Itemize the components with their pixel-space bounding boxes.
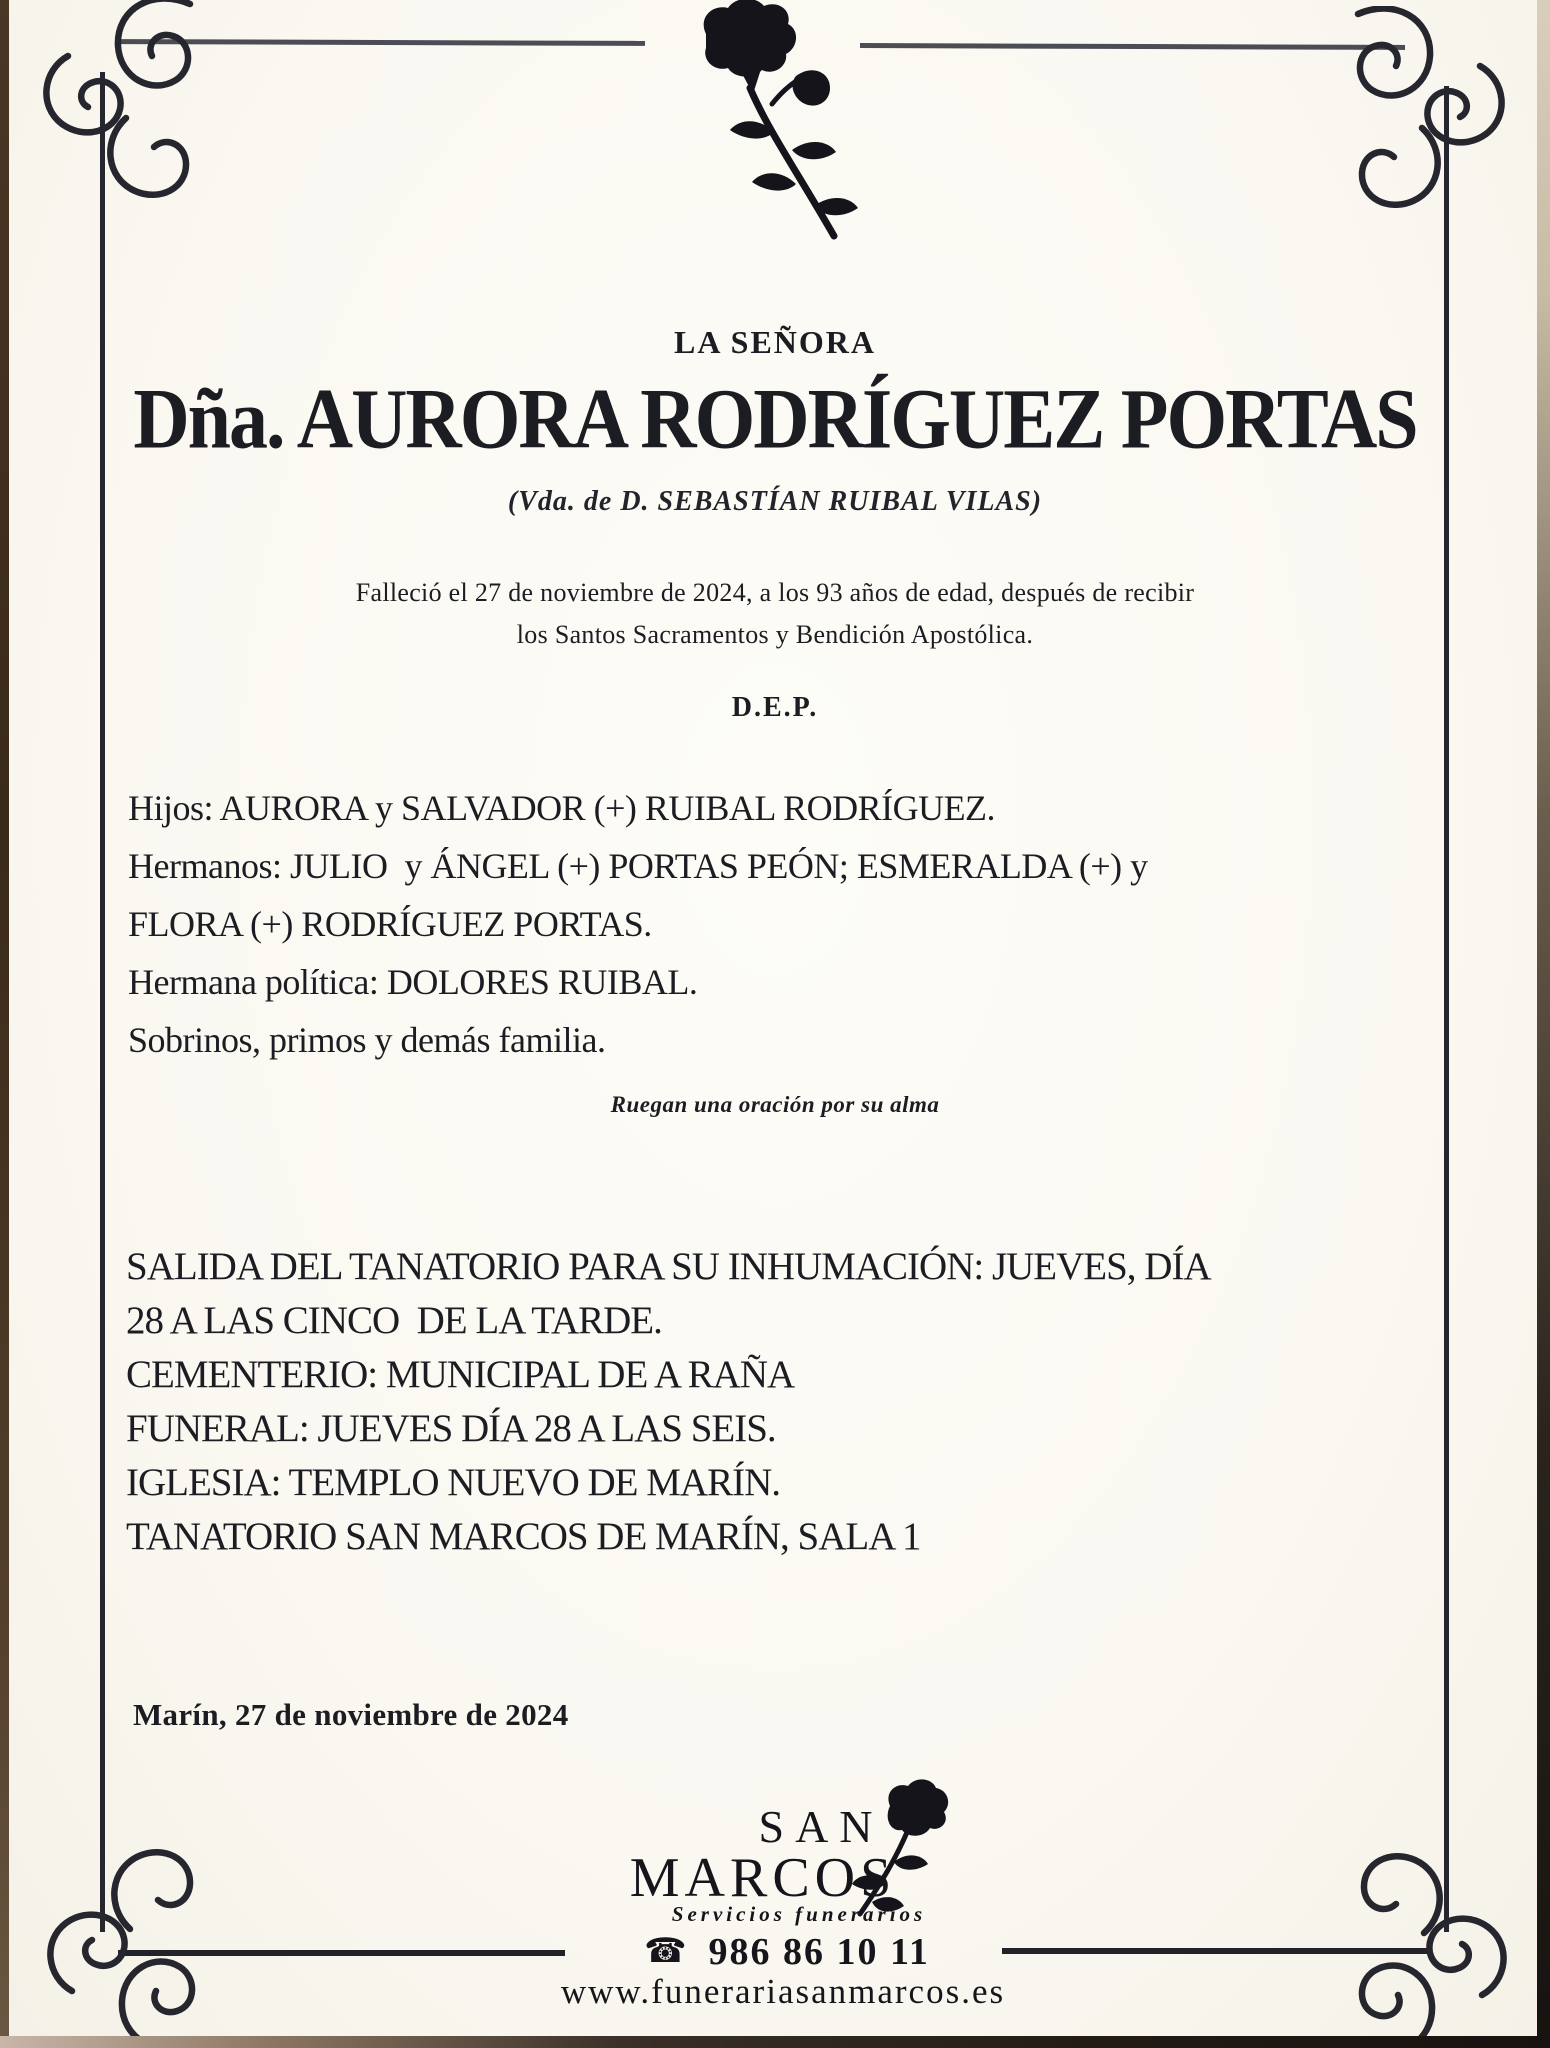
death-notice-line: los Santos Sacramentos y Bendición Apostólica. (516, 620, 1034, 649)
family-line: Sobrinos, primos y demás familia. (128, 1020, 606, 1060)
rip-abbreviation: D.E.P. (731, 692, 819, 723)
corner-flourish-ornament (38, 0, 238, 201)
service-line: 28 A LAS CINCO DE LA TARDE. (126, 1299, 662, 1342)
funeral-home-website: www.funerariasanmarcos.es (560, 1972, 1006, 2011)
funeral-home-name-bottom: MARCOS (629, 1847, 897, 1909)
funeral-home-phone-row (12, 1930, 1550, 1974)
service-line: FUNERAL: JUEVES DÍA 28 A LAS SEIS. (126, 1407, 776, 1450)
death-notice-line: Falleció el 27 de noviembre de 2024, a los 93 años de edad, después de recibir (355, 578, 1195, 607)
phone-icon: ☎ (644, 1931, 689, 1971)
family-line: Hermanos: JULIO y ÁNGEL (+) PORTAS PEÓN; ESMERALDA (+) y (128, 846, 1148, 886)
funeral-home-tagline: Servicios funerarios (671, 1902, 927, 1926)
family-line: FLORA (+) RODRÍGUEZ PORTAS. (128, 904, 652, 944)
deceased-name: Dña. AURORA RODRÍGUEZ PORTAS (133, 370, 1417, 467)
phone-number: 986 86 10 11 (708, 1931, 930, 1973)
death-notice (105, 572, 1445, 656)
border-line-right (1444, 86, 1449, 1932)
family-line: Hijos: AURORA y SALVADOR (+) RUIBAL RODRÍGUEZ. (128, 788, 996, 828)
widow-note: (Vda. de D. SEBASTÍAN RUIBAL VILAS) (507, 486, 1043, 517)
service-line: IGLESIA: TEMPLO NUEVO DE MARÍN. (126, 1461, 780, 1504)
funeral-home-name-top: SAN (758, 1801, 884, 1852)
prayer-request: Ruegan una oración por su alma (610, 1092, 940, 1117)
service-details (126, 1240, 1426, 1564)
scan-edge-left (0, 0, 9, 2048)
scan-edge-bottom (0, 2036, 1550, 2048)
place-and-date: Marín, 27 de noviembre de 2024 (133, 1697, 569, 1732)
carnation-flower-icon (676, 0, 876, 245)
service-line: TANATORIO SAN MARCOS DE MARÍN, SALA 1 (126, 1515, 921, 1558)
family-line: Hermana política: DOLORES RUIBAL. (128, 962, 698, 1002)
honorific: LA SEÑORA (673, 324, 877, 360)
scan-edge-right (1537, 0, 1550, 2048)
family-list (128, 779, 1418, 1069)
service-line: SALIDA DEL TANATORIO PARA SU INHUMACIÓN: JUEVES, DÍA (126, 1245, 1211, 1288)
service-line: CEMENTERIO: MUNICIPAL DE A RAÑA (126, 1353, 795, 1396)
corner-flourish-ornament (1310, 6, 1510, 211)
